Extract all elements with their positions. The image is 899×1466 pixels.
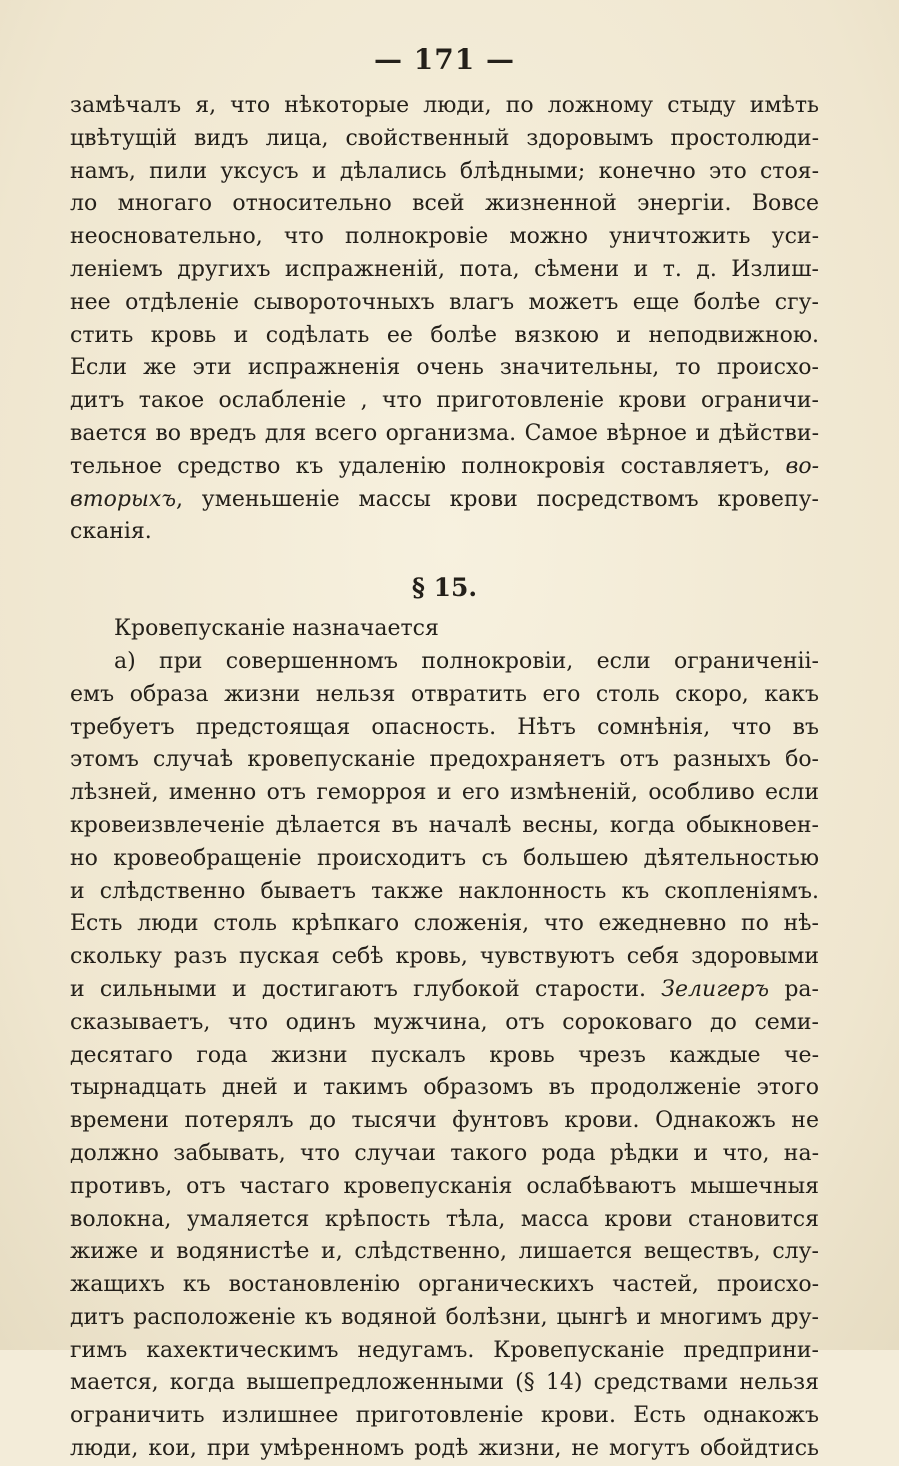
intro-line: Кровепусканіе назначается <box>114 616 439 642</box>
text-segment: тельное средство къ удаленію полнокровія составляетъ, <box>70 453 771 479</box>
text-line: жиже и водянистѣе и, слѣдственно, лишается веществъ, слу- <box>70 1239 819 1265</box>
text-line: сканія. <box>70 519 152 545</box>
text-line: вается во вредъ для всего организма. Самое вѣрное и дѣйстви- <box>70 420 819 446</box>
text-line: противъ, отъ частаго кровепусканія ослабѣваютъ мышечныя <box>70 1173 819 1199</box>
text-line: замѣчалъ я, что нѣкоторые люди, по ложному стыду имѣть <box>70 93 819 118</box>
text-line: Если же эти испражненія очень значительны, то происхо- <box>70 355 819 381</box>
text-line: скольку разъ пуская себѣ кровь, чувствуютъ себя здоровыми <box>70 944 819 970</box>
text-segment: ра- <box>784 976 819 1002</box>
text-line: нее отдѣленіе сывороточныхъ влагъ можетъ еще болѣе сгу- <box>70 289 819 315</box>
text-line-with-emphasis <box>70 484 819 517</box>
text-line: десятаго года жизни пускалъ кровь чрезъ каждые че- <box>70 1042 819 1068</box>
text-line: тырнадцать дней и такимъ образомъ въ продолженіе этого <box>70 1075 819 1101</box>
text-line: требуетъ предстоящая опасность. Нѣтъ сомнѣнія, что въ <box>70 714 819 740</box>
text-segment: и сильными и достигаютъ глубокой старости. <box>70 976 647 1002</box>
section-heading: § 15. <box>411 573 478 603</box>
page-number: — 171 — <box>374 43 515 76</box>
text-line: неосновательно, что полнокровіе можно уничтожить уси- <box>70 224 819 250</box>
text-line: гимъ кахектическимъ недугамъ. Кровепусканіе предприни- <box>70 1337 819 1363</box>
text-line: ло многаго относительно всей жизненной энергіи. Вовсе <box>70 191 819 217</box>
paragraph-2 <box>70 613 819 1466</box>
text-line: леніемъ другихъ испражненій, пота, сѣмени и т. д. Излиш- <box>70 256 819 282</box>
text-line: намъ, пили уксусъ и дѣлались блѣдными; конечно это стоя- <box>70 158 819 184</box>
text-line: дитъ расположеніе къ водяной болѣзни, цынгѣ и многимъ дру- <box>70 1304 819 1330</box>
paragraph-1 <box>70 90 819 549</box>
text-line: сказываетъ, что одинъ мужчина, отъ сороковаго до семи- <box>70 1009 819 1035</box>
text-line: кровеизвлеченіе дѣлается въ началѣ весны, когда обыкновен- <box>70 812 819 838</box>
text-line: этомъ случаѣ кровепусканіе предохраняетъ отъ разныхъ бо- <box>70 747 819 773</box>
text-line: Есть люди столь крѣпкаго сложенія, что ежедневно по нѣ- <box>70 911 819 937</box>
text-line: цвѣтущій видъ лица, свойственный здоровымъ простолюди- <box>70 125 819 151</box>
text-line: но кровеобращеніе происходитъ съ большею дѣятельностью <box>70 845 819 871</box>
text-line-with-emphasis <box>70 974 819 1007</box>
text-line: должно забывать, что случаи такого рода рѣдки и что, на- <box>70 1140 819 1166</box>
text-line: люди, кои, при умѣренномъ родѣ жизни, не могутъ обойдтись <box>70 1436 819 1462</box>
text-line: а) при совершенномъ полнокровіи, если ограниченіі- <box>114 648 819 674</box>
text-line: лѣзней, именно отъ геморроя и его измѣненій, особливо если <box>70 780 819 806</box>
text-segment: , уменьшеніе массы крови посредствомъ кровепу- <box>175 486 819 512</box>
emphasis-name: Зелигеръ <box>661 976 770 1002</box>
text-line: и слѣдственно бываетъ также наклонность къ скопленіямъ. <box>70 878 819 904</box>
emphasis-word: вторыхъ <box>70 486 176 512</box>
text-line: мается, когда вышепредложенными (§ 14) средствами нельзя <box>70 1370 819 1396</box>
text-line: стить кровь и содѣлать ее болѣе вязкою и неподвижною. <box>70 322 819 348</box>
text-line: ограничить излишнее приготовленіе крови. Есть однакожъ <box>70 1403 819 1429</box>
text-line-with-emphasis <box>70 451 819 484</box>
text-line: дитъ такое ослабленіе , что приготовленіе крови ограничи- <box>70 388 819 414</box>
text-line: волокна, умаляется крѣпость тѣла, масса крови становится <box>70 1206 819 1232</box>
text-line: времени потерялъ до тысячи фунтовъ крови. Однакожъ не <box>70 1108 819 1134</box>
emphasis-word: во- <box>785 453 819 479</box>
text-line: жащихъ къ востановленію органическихъ частей, происхо- <box>70 1272 819 1298</box>
text-line: емъ образа жизни нельзя отвратить его столь скоро, какъ <box>70 681 819 707</box>
